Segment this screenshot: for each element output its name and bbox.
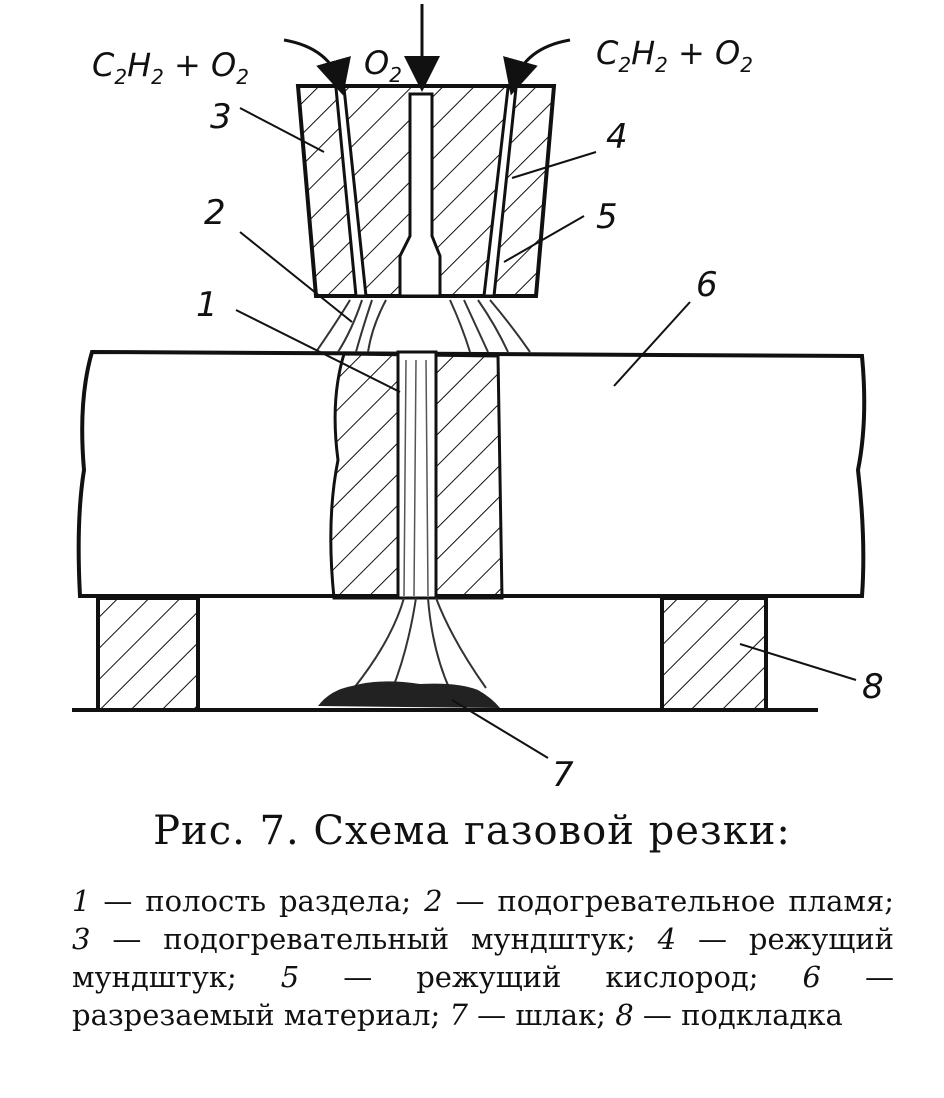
legend-num-5: 5 [280,960,300,994]
legend-num-8: 8 [615,998,634,1032]
arrow-left-inlet [284,40,340,84]
label-6: 6 [696,265,718,305]
label-7: 7 [552,755,574,795]
slag-pile [318,681,500,708]
legend-text-3: — подогревательный мундштук; [90,922,658,956]
legend-num-7: 7 [449,998,468,1032]
figure-legend [72,882,894,1034]
legend-text-5: — режущий кислород; [299,960,803,994]
label-3: 3 [210,97,232,137]
support-left [98,598,198,710]
legend-num-6: 6 [802,960,821,994]
legend-num-4: 4 [657,922,677,956]
label-8: 8 [862,667,884,707]
legend-text-8: — подкладка [633,998,843,1032]
preheat-flame [316,300,530,352]
label-5: 5 [596,197,618,237]
legend-num-3: 3 [72,922,91,956]
label-4: 4 [606,117,628,157]
legend-text-6: — разрезаемый материал; [72,960,894,1032]
figure-caption-title: Рис. 7. Схема газовой резки: [153,808,791,854]
gas-label-left: $C_2H_2 + O_2$ [92,46,249,89]
jet-below [354,598,486,690]
label-1: 1 [196,285,218,325]
legend-text-4: — режущий мундштук; [72,922,894,994]
support-right [662,598,766,710]
label-2: 2 [204,193,226,233]
gas-label-right: $C_2H_2 + O_2$ [596,34,753,77]
legend-text-1: — полость раздела; [90,884,425,918]
gas-label-center: $O_2$ [364,44,402,87]
legend-text-2: — подогревательное пламя; [442,884,895,918]
legend-num-2: 2 [424,884,443,918]
legend-text-7: — шлак; [467,998,616,1032]
arrow-right-inlet [514,40,570,84]
legend-num-1: 1 [72,884,91,918]
